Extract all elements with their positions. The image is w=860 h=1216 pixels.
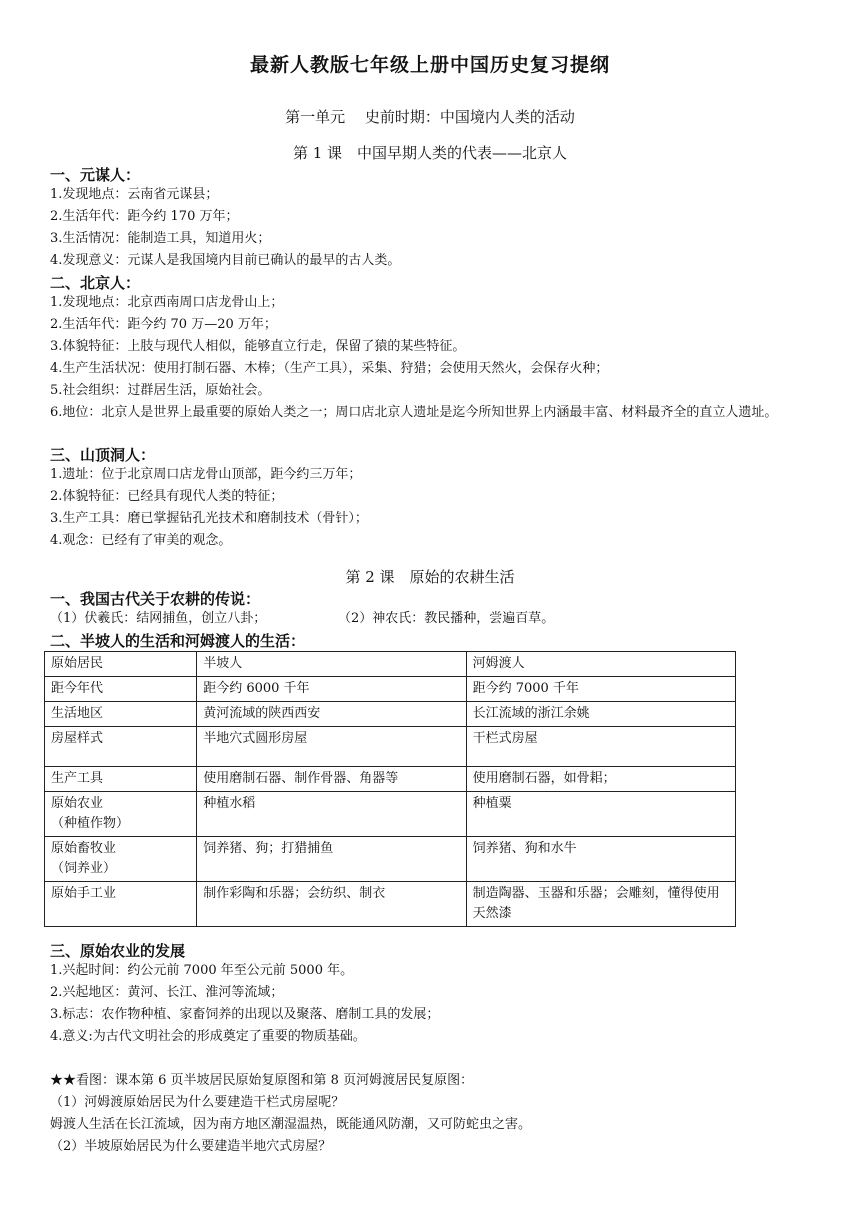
table-cell: 使用磨制石器、制作骨器、角器等 bbox=[197, 767, 466, 792]
shanding-item: 3.生产工具：磨已掌握钻孔光技术和磨制技术（骨针）； bbox=[50, 511, 368, 526]
lesson2-title: 第 2 课 原始的农耕生活 bbox=[345, 568, 515, 586]
beijing-item: 3.体貌特征：上肢与现代人相似，能够直立行走，保留了猿的某些特征。 bbox=[50, 339, 466, 354]
table-cell: 制作彩陶和乐器；会纺织、制衣 bbox=[197, 882, 466, 927]
table-header-cell: 半坡人 bbox=[197, 652, 466, 677]
beijing-item: 6.地位：北京人是世界上最重要的原始人类之一；周口店北京人遗址是迄今所知世界上内涵最丰富、材料最齐全的直立人遗址。 bbox=[50, 405, 778, 420]
document-title: 最新人教版七年级上册中国历史复习提纲 bbox=[249, 54, 610, 76]
table-cell: 干栏式房屋 bbox=[466, 727, 735, 767]
table-cell: 半地穴式圆形房屋 bbox=[197, 727, 466, 767]
yuanmou-item: 1.发现地点：云南省元谋县； bbox=[50, 187, 219, 202]
answer-1: 姆渡人生活在长江流域，因为南方地区潮湿温热，既能通风防潮，又可防蛇虫之害。 bbox=[50, 1117, 532, 1132]
table-cell: 制造陶器、玉器和乐器；会雕刻，懂得使用天然漆 bbox=[466, 882, 735, 927]
table-cell: 原始手工业 bbox=[45, 882, 197, 927]
table-header-cell: 河姆渡人 bbox=[466, 652, 735, 677]
row-label: 原始农业 bbox=[51, 796, 104, 811]
legend-item-shennong: （2）神农氏：教民播种，尝遍百草。 bbox=[338, 611, 555, 626]
table-row bbox=[45, 652, 736, 677]
table-header-cell: 原始居民 bbox=[45, 652, 197, 677]
table-heading: 二、半坡人的生活和河姆渡人的生活： bbox=[50, 632, 306, 650]
beijing-item: 4.生产生活状况：使用打制石器、木棒；（生产工具），采集、狩猎；会使用天然火，会保存火种； bbox=[50, 361, 609, 376]
shanding-item: 2.体貌特征：已经具有现代人类的特征； bbox=[50, 489, 284, 504]
table-cell: 距今约 7000 千年 bbox=[466, 677, 735, 702]
table-row bbox=[45, 767, 736, 792]
yuanmou-item: 4.发现意义：元谋人是我国境内目前已确认的最早的古人类。 bbox=[50, 253, 401, 268]
lesson1-title: 第 1 课 中国早期人类的代表——北京人 bbox=[292, 144, 568, 162]
development-item: 3.标志：农作物种植、家畜饲养的出现以及聚落、磨制工具的发展； bbox=[50, 1007, 440, 1022]
development-heading: 三、原始农业的发展 bbox=[50, 942, 186, 960]
shanding-item: 4.观念：已经有了审美的观念。 bbox=[50, 533, 232, 548]
table-cell: 距今年代 bbox=[45, 677, 197, 702]
table-row bbox=[45, 882, 736, 927]
comparison-table bbox=[44, 651, 736, 927]
unit-title: 第一单元 史前时期：中国境内人类的活动 bbox=[285, 108, 575, 126]
table-cell: 长江流域的浙江余姚 bbox=[466, 702, 735, 727]
legend-item-fuxi: （1）伏羲氏：结网捕鱼，创立八卦； bbox=[50, 611, 267, 626]
shanding-item: 1.遗址：位于北京周口店龙骨山顶部，距今约三万年； bbox=[50, 467, 362, 482]
table-cell: 种植水稻 bbox=[197, 792, 466, 837]
table-row bbox=[45, 702, 736, 727]
table-row bbox=[45, 677, 736, 702]
beijing-item: 1.发现地点：北京西南周口店龙骨山上； bbox=[50, 295, 284, 310]
table-cell: 房屋样式 bbox=[45, 727, 197, 767]
table-cell: 饲养猪、狗；打猎捕鱼 bbox=[197, 837, 466, 882]
table-row bbox=[45, 792, 736, 837]
table-cell bbox=[45, 837, 197, 882]
beijing-item: 2.生活年代：距今约 70 万—20 万年； bbox=[50, 317, 277, 332]
table-row bbox=[45, 837, 736, 882]
table-row bbox=[45, 727, 736, 767]
legend-heading: 一、我国古代关于农耕的传说： bbox=[50, 590, 261, 608]
beijing-heading: 二、北京人： bbox=[50, 274, 141, 292]
yuanmou-item: 2.生活年代：距今约 170 万年； bbox=[50, 209, 239, 224]
table-cell: 生活地区 bbox=[45, 702, 197, 727]
row-label: 原始畜牧业 bbox=[51, 841, 117, 856]
table-cell: 距今约 6000 千年 bbox=[197, 677, 466, 702]
yuanmou-item: 3.生活情况：能制造工具，知道用火； bbox=[50, 231, 271, 246]
picture-intro: ★★看图：课本第 6 页半坡居民原始复原图和第 8 页河姆渡居民复原图： bbox=[50, 1073, 474, 1088]
yuanmou-heading: 一、元谋人： bbox=[50, 166, 141, 184]
table-cell: 种植粟 bbox=[466, 792, 735, 837]
question-2: （2）半坡原始居民为什么要建造半地穴式房屋？ bbox=[50, 1139, 332, 1154]
row-sublabel: （饲养业） bbox=[51, 861, 117, 876]
question-1: （1）河姆渡原始居民为什么要建造干栏式房屋呢？ bbox=[50, 1095, 345, 1110]
table-cell: 生产工具 bbox=[45, 767, 197, 792]
shanding-heading: 三、山顶洞人： bbox=[50, 446, 156, 464]
row-sublabel: （种植作物） bbox=[51, 816, 130, 831]
table-cell bbox=[45, 792, 197, 837]
development-item: 4.意义:为古代文明社会的形成奠定了重要的物质基础。 bbox=[50, 1029, 366, 1044]
table-cell: 饲养猪、狗和水牛 bbox=[466, 837, 735, 882]
table-cell: 使用磨制石器，如骨耜； bbox=[466, 767, 735, 792]
table-cell: 黄河流域的陕西西安 bbox=[197, 702, 466, 727]
beijing-item: 5.社会组织：过群居生活，原始社会。 bbox=[50, 383, 271, 398]
development-item: 2.兴起地区：黄河、长江、淮河等流域； bbox=[50, 985, 284, 1000]
development-item: 1.兴起时间：约公元前 7000 年至公元前 5000 年。 bbox=[50, 963, 354, 978]
